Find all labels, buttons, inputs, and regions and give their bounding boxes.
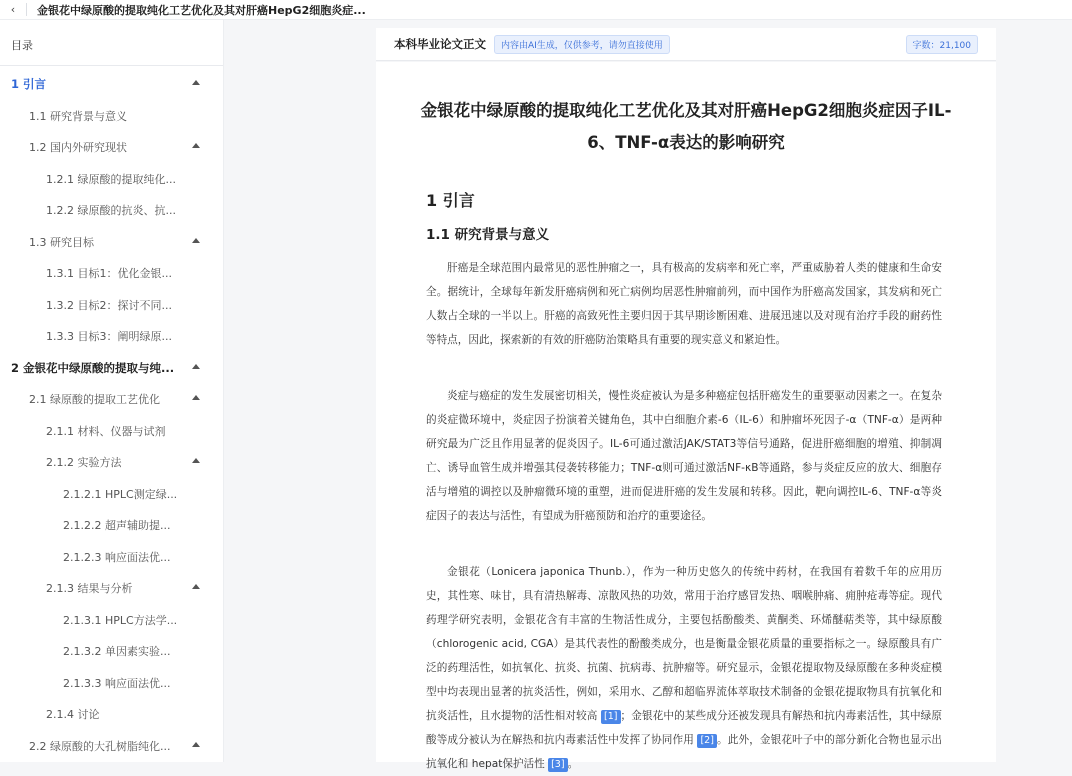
ai-notice-badge: 内容由AI生成，仅供参考，请勿直接使用: [494, 35, 670, 54]
subsection-heading: 1.1 研究背景与意义: [426, 227, 550, 243]
document-title: 金银花中绿原酸的提取纯化工艺优化及其对肝癌HepG2细胞炎症...: [37, 3, 366, 17]
toc-item[interactable]: [0, 673, 224, 693]
toc-item[interactable]: [0, 263, 224, 283]
toc-heading: 目录: [0, 20, 223, 66]
toc-item[interactable]: [0, 547, 224, 567]
paragraph-text: 。此外，金银花叶子中的部分新化合物也显示出抗氧化和 hepat保护活性: [426, 734, 942, 770]
toc-item-label: 2.2 绿原酸的大孔树脂纯化...: [29, 739, 171, 753]
toc-item-label: 1.3.3 目标3：阐明绿原...: [46, 330, 172, 343]
toc-item[interactable]: [0, 389, 224, 409]
collapse-arrow-icon[interactable]: [192, 458, 200, 463]
right-gutter: [996, 20, 1072, 762]
toc-item-label: 1.3.1 目标1：优化金银...: [46, 267, 172, 280]
toc-item[interactable]: [0, 358, 224, 378]
toc-item[interactable]: [0, 515, 224, 535]
collapse-arrow-icon[interactable]: [192, 584, 200, 589]
collapse-arrow-icon[interactable]: [192, 238, 200, 243]
toc-item-label: 2.1.2.1 HPLC测定绿...: [63, 487, 178, 501]
toc-item-label: 1.2.2 绿原酸的抗炎、抗...: [46, 204, 176, 217]
toc-item-label: 2.1.4 讨论: [46, 708, 100, 721]
toc-item-label: 2.1.3.1 HPLC方法学...: [63, 613, 178, 627]
toc-item[interactable]: [0, 74, 224, 94]
toc-item-label: 1.2.1 绿原酸的提取纯化...: [46, 172, 176, 186]
toc-item[interactable]: [0, 169, 224, 189]
toc-item-label: 2.1 绿原酸的提取工艺优化: [29, 393, 160, 406]
toc-item-label: 2.1.2.2 超声辅助提...: [63, 519, 171, 532]
paragraph-text: 肝癌是全球范围内最常见的恶性肿瘤之一，具有极高的发病率和死亡率，严重威胁着人类的健康和生命安全。据统计，全球每年新发肝癌病例和死亡病例均居恶性肿瘤前列，而中国作为肝癌高发国家，其发病和死亡人数占全球的一半以上。肝癌的高致死性主要归因于其早期诊断困难、进展迅速以及对现有治疗手段的耐药性等特点，因此，探索新的有效的肝癌防治策略具有重要的现实意义和紧迫性。: [426, 262, 942, 346]
toc-item[interactable]: [0, 200, 224, 220]
toc-item[interactable]: [0, 326, 224, 346]
toc-item-label: 2 金银花中绿原酸的提取与纯...: [11, 360, 175, 375]
paragraph-text: ；金银花中的某些成分还被发现具有解热和抗内毒素活性，其中绿原酸等成分被认为在解热和抗内毒素活性中发挥了协同作用: [426, 710, 942, 746]
collapse-arrow-icon[interactable]: [192, 80, 200, 85]
toc-item[interactable]: [0, 484, 224, 504]
divider: [26, 3, 27, 16]
toc-item[interactable]: [0, 421, 224, 441]
paper-title: 金银花中绿原酸的提取纯化工艺优化及其对肝癌HepG2细胞炎症因子IL-6、TNF-α表达的影响研究: [420, 101, 952, 152]
collapse-arrow-icon[interactable]: [192, 364, 200, 369]
toc-item-label: 2.1.3 结果与分析: [46, 582, 133, 595]
toc-item[interactable]: [0, 106, 224, 126]
toc-item[interactable]: [0, 704, 224, 724]
back-icon[interactable]: ‹: [10, 3, 16, 16]
toc-item-label: 2.1.1 材料、仪器与试剂: [46, 424, 166, 438]
word-count-badge: 字数：21,100: [906, 35, 979, 54]
paper-header: [376, 28, 996, 61]
collapse-arrow-icon[interactable]: [192, 143, 200, 148]
toc-item-label: 1.1 研究背景与意义: [29, 109, 127, 123]
toc-item[interactable]: [0, 578, 224, 598]
toc-item-label: 1.3 研究目标: [29, 235, 94, 249]
toc-item-label: 2.1.3.2 单因素实验...: [63, 645, 171, 658]
toc-item[interactable]: [0, 232, 224, 252]
paragraph: [426, 256, 942, 352]
toc-item-label: 1 引言: [11, 77, 47, 91]
paper-type-label: 本科毕业论文正文: [394, 37, 486, 51]
citation-link[interactable]: [2]: [697, 734, 716, 748]
toc-item-label: 1.3.2 目标2：探讨不同...: [46, 298, 172, 312]
paragraph-text: 金银花（Lonicera japonica Thunb.），作为一种历史悠久的传统中药材，在我国有着数千年的应用历史，其性寒、味甘，具有清热解毒、凉散风热的功效，常用于治疗感冒发热、咽喉肿痛、痈肿疮毒等症。现代药理学研究表明，金银花含有丰富的生物活性成分，主要包括酚酸类、黄酮类、环烯醚萜类等，其中绿原酸（chlorogenic acid, CGA）是其代表性的酚酸类成分，也是衡量金银花质量的重要指标之一。绿原酸具有广泛的药理活性，如抗氧化、抗炎、抗菌、抗病毒、抗肿瘤等。研究显示，金银花提取物及绿原酸在多种炎症模型中均表现出显著的抗炎活性，例如，采用水、乙醇和超临界流体萃取技术制备的金银花提取物具有抗氧化和抗炎活性，且水提物的活性相对较高: [426, 566, 942, 722]
citation-link[interactable]: [1]: [601, 710, 620, 724]
paragraph-text: 。: [567, 758, 579, 770]
toc-item-label: 2.1.2 实验方法: [46, 456, 122, 469]
paragraph: [426, 560, 942, 776]
toc-item-label: 1.2 国内外研究现状: [29, 141, 127, 154]
collapse-arrow-icon[interactable]: [192, 395, 200, 400]
citation-link[interactable]: [3]: [548, 758, 567, 772]
toc-item-label: 2.1.3.3 响应面法优...: [63, 676, 171, 690]
paper-body: [376, 62, 996, 770]
paragraph-text: 炎症与癌症的发生发展密切相关，慢性炎症被认为是多种癌症包括肝癌发生的重要驱动因素之一。在复杂的炎症微环境中，炎症因子扮演着关键角色，其中白细胞介素-6（IL-6）和肿瘤坏死因子-α（TNF-α）是两种研究最为广泛且作用显著的促炎因子。IL-6可通过激活JAK/STAT3等信号通路，促进肝癌细胞的增殖、抑制凋亡、诱导血管生成并增强其侵袭转移能力；TNF-α则可通过激活NF-κB等通路，参与炎症反应的放大、细胞存活与增殖的调控以及肿瘤微环境的重塑，进而促进肝癌的发生发展和转移。因此，靶向调控IL-6、TNF-α等炎症因子的表达与活性，有望成为肝癌预防和治疗的重要途径。: [426, 390, 942, 522]
toc-sidebar: [0, 20, 224, 762]
toc-item-label: 2.1.2.3 响应面法优...: [63, 550, 171, 564]
section-heading: 1 引言: [426, 191, 475, 210]
paragraph: [426, 384, 942, 528]
toc-item[interactable]: [0, 137, 224, 157]
toc-item[interactable]: [0, 610, 224, 630]
top-bar: [0, 0, 1072, 20]
collapse-arrow-icon[interactable]: [192, 742, 200, 747]
toc-item[interactable]: [0, 736, 224, 756]
toc-item[interactable]: [0, 452, 224, 472]
toc-item[interactable]: [0, 295, 224, 315]
toc-item[interactable]: [0, 641, 224, 661]
